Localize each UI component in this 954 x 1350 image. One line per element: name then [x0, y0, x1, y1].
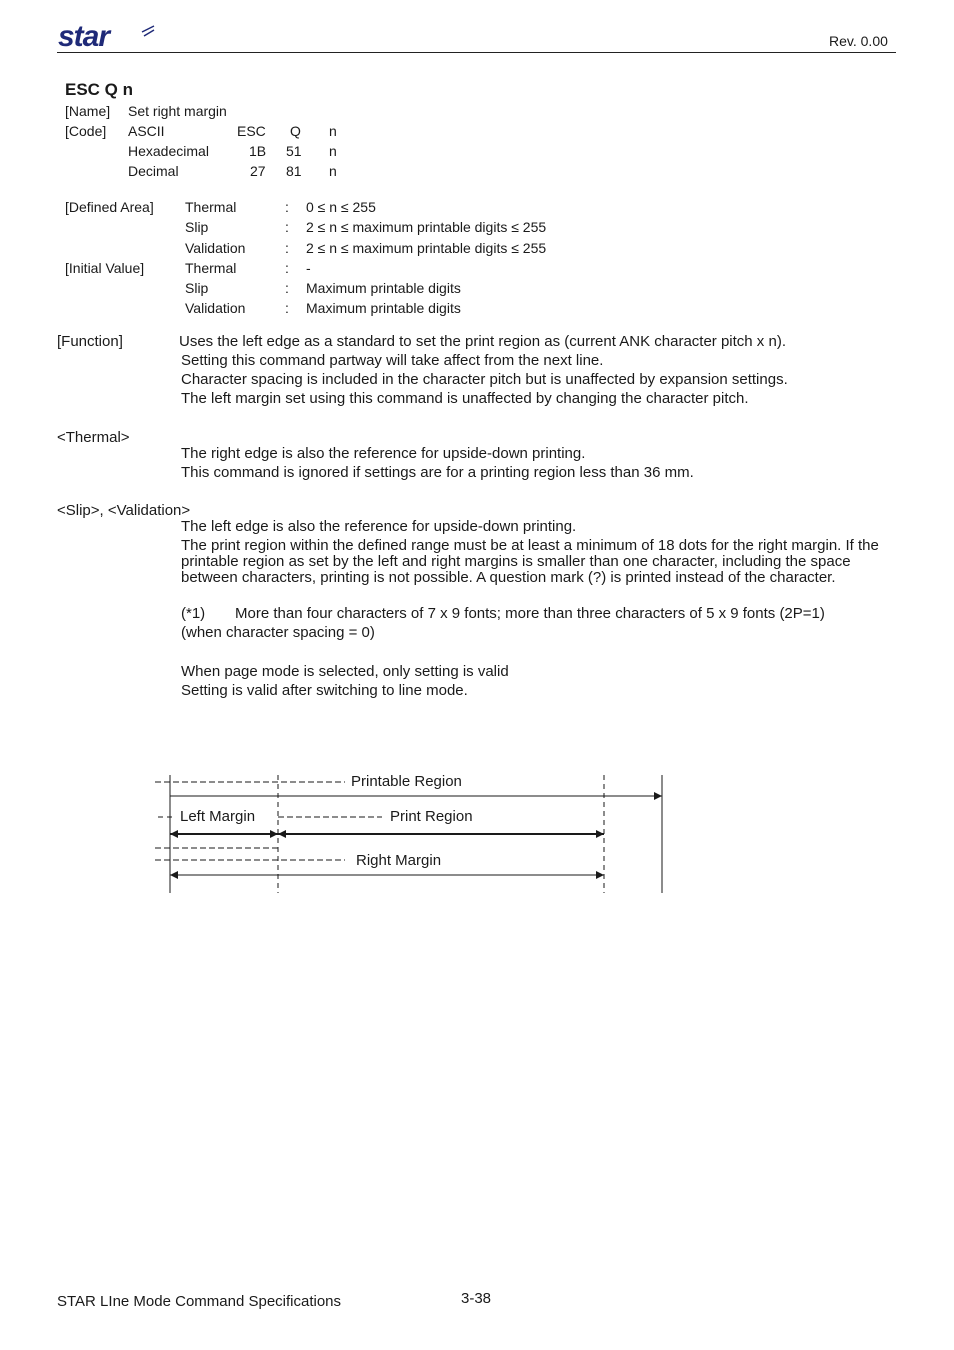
name-label: [Name]: [65, 103, 111, 119]
code-byte: ESC: [237, 123, 266, 139]
code-byte: 51: [286, 143, 302, 159]
name-value: Set right margin: [128, 103, 227, 119]
code-byte: n: [329, 143, 337, 159]
code-byte: n: [329, 163, 337, 179]
slip-validation-label: <Slip>, <Validation>: [57, 502, 191, 519]
defined-area-sep: :: [285, 240, 289, 256]
function-line: Character spacing is included in the character pitch but is unaffected by expansion settings.: [181, 371, 788, 388]
defined-area-mode: Thermal: [185, 199, 237, 215]
page-mode-line: Setting is valid after switching to line mode.: [181, 682, 468, 699]
defined-area-mode: Validation: [185, 240, 246, 256]
code-byte: Q: [290, 123, 301, 139]
initial-value-value: Maximum printable digits: [306, 300, 461, 316]
code-byte: 27: [250, 163, 266, 179]
code-byte: 1B: [249, 143, 267, 159]
thermal-label: <Thermal>: [57, 429, 130, 446]
function-line: Uses the left edge as a standard to set the print region as (current ANK character pitch x n).: [179, 333, 786, 350]
slip-line: The left edge is also the reference for upside-down printing.: [181, 518, 577, 535]
function-line: The left margin set using this command is unaffected by changing the character pitch.: [181, 390, 749, 407]
footer-page-number: 3-38: [461, 1290, 492, 1307]
footer-doc-title: STAR LIne Mode Command Specifications: [57, 1293, 342, 1310]
initial-value-sep: :: [285, 280, 289, 296]
thermal-line: The right edge is also the reference for upside-down printing.: [181, 445, 586, 462]
code-format: Decimal: [128, 163, 179, 179]
note-text: (when character spacing = 0): [181, 624, 375, 641]
initial-value-mode: Thermal: [185, 260, 237, 276]
printable-region-label: Printable Region: [351, 773, 462, 790]
right-margin-label: Right Margin: [356, 852, 442, 869]
page-mode-line: When page mode is selected, only setting is valid: [181, 663, 509, 680]
defined-area-label: [Defined Area]: [65, 199, 154, 215]
initial-value-value: Maximum printable digits: [306, 280, 461, 296]
defined-area-mode: Slip: [185, 219, 209, 235]
slip-paragraph: The print region within the defined range must be at least a minimum of 18 dots for the right margin. If the printable region as set by the left and right margins is smaller than one character, including the space between characters, printing is not possible. A question mark (?) is printed instead of the character.: [181, 537, 879, 586]
code-label: [Code]: [65, 123, 107, 139]
code-byte: 81: [286, 163, 302, 179]
initial-value-sep: :: [285, 300, 289, 316]
function-label: [Function]: [57, 333, 123, 350]
command-title: ESC Q n: [65, 80, 134, 99]
note-text: More than four characters of 7 x 9 fonts; more than three characters of 5 x 9 fonts (2P=1): [235, 605, 825, 622]
header-rule: [57, 52, 896, 53]
note-mark: (*1): [181, 605, 206, 622]
initial-value-mode: Validation: [185, 300, 246, 316]
initial-value-value: -: [306, 260, 311, 276]
logo-text: star: [58, 22, 110, 52]
initial-value-mode: Slip: [185, 280, 209, 296]
thermal-line: This command is ignored if settings are for a printing region less than 36 mm.: [181, 464, 694, 481]
code-format: ASCII: [128, 123, 165, 139]
star-logo: [58, 22, 156, 52]
code-byte: n: [329, 123, 337, 139]
left-margin-label: Left Margin: [180, 808, 256, 825]
defined-area-sep: :: [285, 219, 289, 235]
initial-value-sep: :: [285, 260, 289, 276]
defined-area-value: 2 ≤ n ≤ maximum printable digits ≤ 255: [306, 240, 547, 256]
defined-area-value: 2 ≤ n ≤ maximum printable digits ≤ 255: [306, 219, 547, 235]
margin-diagram: [150, 770, 670, 900]
code-format: Hexadecimal: [128, 143, 209, 159]
initial-value-label: [Initial Value]: [65, 260, 145, 276]
defined-area-sep: :: [285, 199, 289, 215]
defined-area-value: 0 ≤ n ≤ 255: [306, 199, 376, 215]
function-line: Setting this command partway will take affect from the next line.: [181, 352, 604, 369]
revision-label: Rev. 0.00: [829, 33, 888, 49]
print-region-label: Print Region: [390, 808, 473, 825]
